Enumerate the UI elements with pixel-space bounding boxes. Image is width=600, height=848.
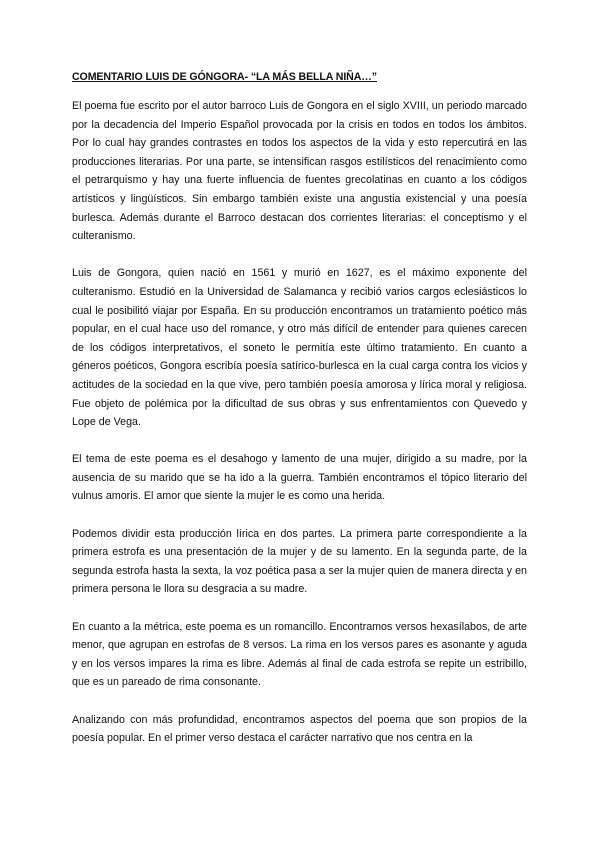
paragraph-theme: El tema de este poema es el desahogo y lamento de una mujer, dirigido a su madre, por la ausencia de su marido que se ha ido a la guerra. También encontramos el tópico literario del vulnus amoris. El amor que siente la mujer le es como una herida. bbox=[72, 453, 527, 503]
paragraph-metrics: En cuanto a la métrica, este poema es un romancillo. Encontramos versos hexasílabos, de arte menor, que agrupan en estrofas de 8 versos. La rima en los versos pares es asonante y aguda y en los versos impares la rima es libre. Además al final de cada estrofa se repite un estribillo, que es un pareado de rima consonante. bbox=[72, 620, 527, 689]
paragraph-structure: Podemos dividir esta producción lírica en dos partes. La primera parte correspondiente a la primera estrofa es una presentación de la mujer y de su lamento. En la segunda parte, de la segunda estrofa hasta la sexta, la voz poética pasa a ser la mujer quien de manera directa y en primera persona le llora su desgracia a su madre. bbox=[72, 527, 527, 596]
paragraph-author: Luis de Gongora, quien nació en 1561 y murió en 1627, es el máximo exponente del culteranismo. Estudió en la Universidad de Salamanca y recibió varios cargos eclesiásticos lo cual le posibilitó viajar por España. En su producción encontramos un tratamiento poético más popular, en el cual hace uso del romance, y otro más difícil de entender para quienes carecen de los códigos interpretativos, el soneto le permitía este último tratamiento. En cuanto a géneros poéticos, Gongora escribía poesía satírico-burlesca en la cual carga contra los vicios y actitudes de la sociedad en la que vive, pero también poesía amorosa y lírica moral y religiosa. Fue objeto de polémica por la dificultad de sus obras y sus enfrentamientos con Quevedo y Lope de Vega. bbox=[72, 267, 527, 429]
paragraph-context: El poema fue escrito por el autor barroco Luis de Gongora en el siglo XVIII, un periodo marcado por la decadencia del Imperio Español provocada por la crisis en todos en todos los ámbitos. Por lo cual hay grandes contrastes en todos los aspectos de la vida y esto repercutirá en las producciones literarias. Por una parte, se intensifican rasgos estilísticos del renacimiento como el petrarquismo y hay una fuerte influencia de fuentes grecolatinas en cuanto a los códigos artísticos y lingüísticos. Sin embargo también existe una angustia existencial y una poesía burlesca. Además durante el Barroco destacan dos corrientes literarias: el conceptismo y el culteranismo. bbox=[72, 100, 527, 243]
document-title: COMENTARIO LUIS DE GÓNGORA- “LA MÁS BELLA NIÑA…” bbox=[72, 71, 377, 83]
document-body bbox=[72, 97, 527, 766]
paragraph-analysis: Analizando con más profundidad, encontramos aspectos del poema que son propios de la poesía popular. En el primer verso destaca el carácter narrativo que nos centra en la bbox=[72, 713, 527, 745]
